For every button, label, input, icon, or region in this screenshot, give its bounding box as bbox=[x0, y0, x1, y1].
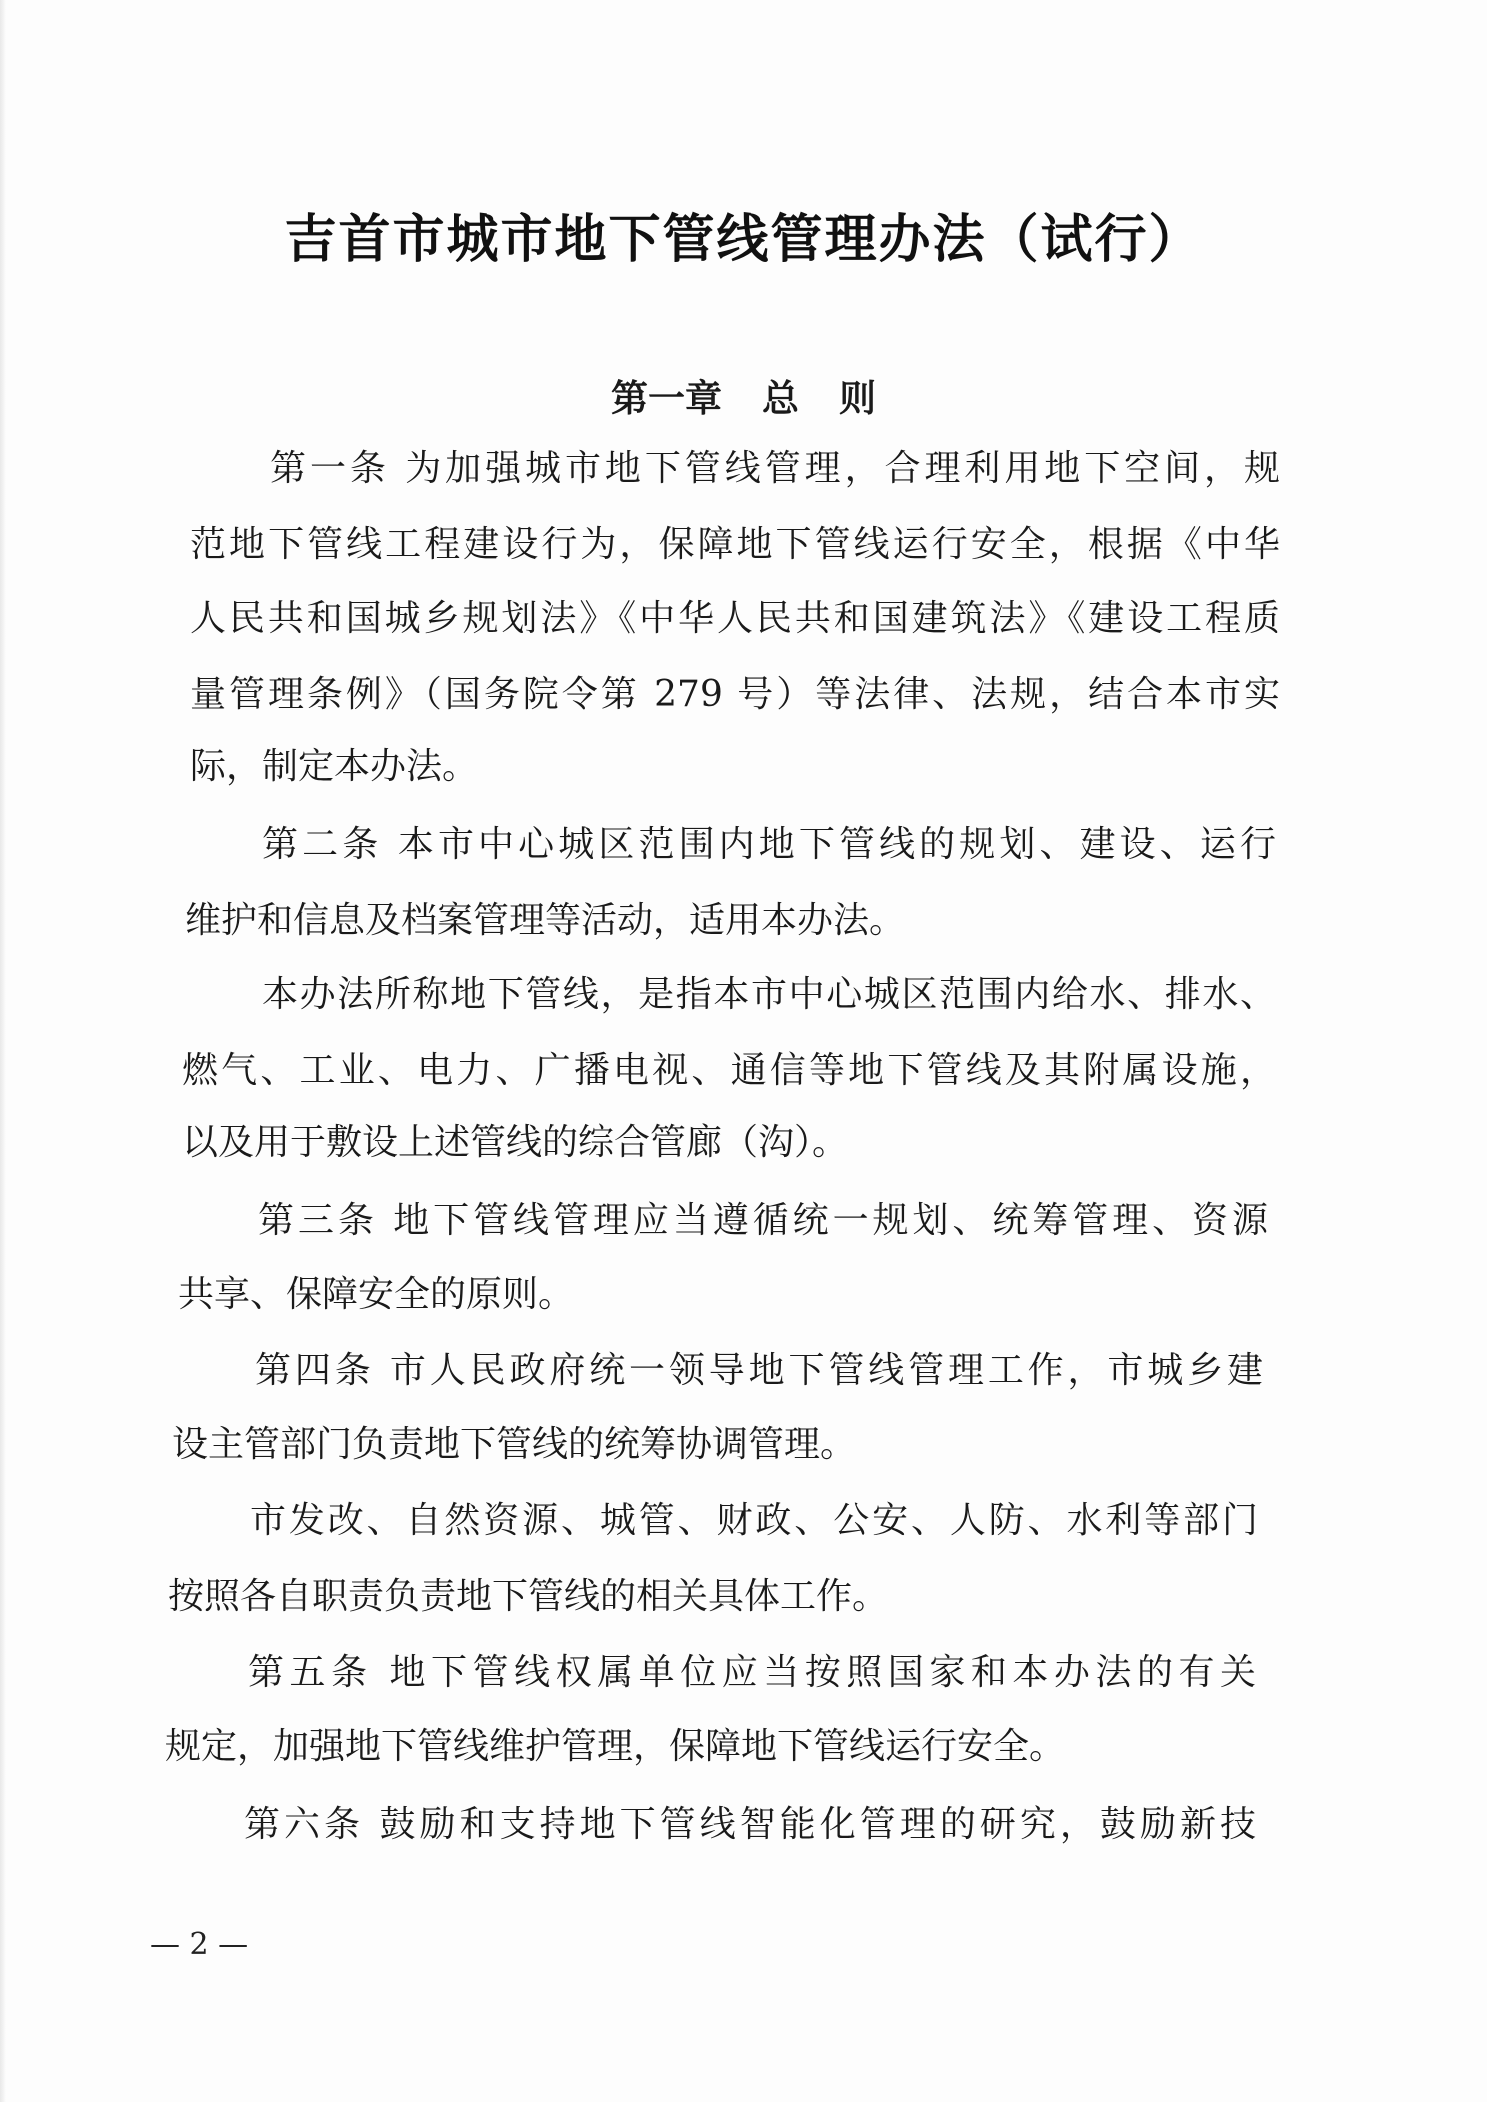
document-title: 吉首市城市地下管线管理办法（试行） bbox=[284, 209, 1203, 270]
body-line: 共享、保障安全的原则。 bbox=[178, 1274, 575, 1315]
chapter-name-1: 总 bbox=[762, 376, 799, 420]
chapter-name-2: 则 bbox=[839, 376, 876, 420]
body-line: 本办法所称地下管线，是指本市中心城区范围内给水、排水、 bbox=[262, 974, 1276, 1015]
body-line: 第六条 鼓励和支持地下管线智能化管理的研究，鼓励新技 bbox=[244, 1804, 1256, 1845]
body-line: 第三条 地下管线管理应当遵循统一规划、统筹管理、资源 bbox=[258, 1200, 1268, 1241]
body-line: 范地下管线工程建设行为，保障地下管线运行安全，根据《中华 bbox=[190, 524, 1280, 565]
body-line: 第二条 本市中心城区范围内地下管线的规划、建设、运行 bbox=[262, 824, 1276, 865]
body-line: 以及用于敷设上述管线的综合管廊（沟）。 bbox=[182, 1122, 849, 1163]
chapter-heading bbox=[0, 368, 1487, 428]
body-line: 按照各自职责负责地下管线的相关具体工作。 bbox=[168, 1576, 889, 1617]
body-line: 第四条 市人民政府统一领导地下管线管理工作，市城乡建 bbox=[255, 1350, 1263, 1391]
chapter-number: 第一章 bbox=[611, 376, 722, 420]
body-line: 燃气、工业、电力、广播电视、通信等地下管线及其附属设施， bbox=[182, 1050, 1276, 1091]
body-line: 规定，加强地下管线维护管理，保障地下管线运行安全。 bbox=[165, 1726, 1066, 1767]
scan-edge-shadow bbox=[0, 0, 6, 2102]
body-line: 量管理条例》（国务院令第 279 号）等法律、法规，结合本市实 bbox=[190, 674, 1280, 715]
body-line: 第五条 地下管线权属单位应当按照国家和本办法的有关 bbox=[248, 1652, 1256, 1693]
body-line: 际，制定本办法。 bbox=[190, 746, 479, 787]
body-line: 市发改、自然资源、城管、财政、公安、人防、水利等部门 bbox=[250, 1500, 1258, 1541]
body-line: 人民共和国城乡规划法》《中华人民共和国建筑法》《建设工程质 bbox=[190, 598, 1280, 639]
body-line: 维护和信息及档案管理等活动，适用本办法。 bbox=[185, 900, 906, 941]
page-number: — 2 — bbox=[150, 1927, 249, 1962]
body-line: 第一条 为加强城市地下管线管理，合理利用地下空间，规 bbox=[270, 448, 1280, 489]
body-line: 设主管部门负责地下管线的统筹协调管理。 bbox=[172, 1424, 857, 1465]
